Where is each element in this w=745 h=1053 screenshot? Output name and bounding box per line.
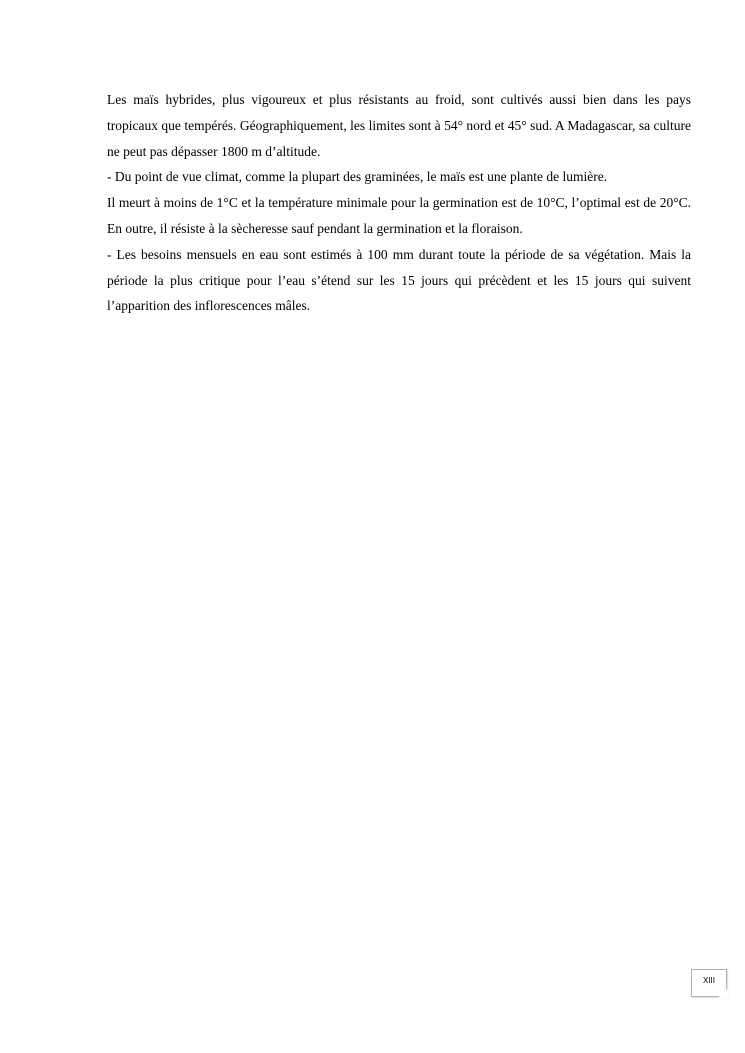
paragraph-temperature: Il meurt à moins de 1°C et la température minimale pour la germination est de 10°C, l’optimal est de 20°C. En outre, il résiste à la sècheresse sauf pendant la germination et la floraison.	[107, 195, 691, 236]
page-curl-icon	[718, 988, 728, 998]
page-number-box	[691, 969, 727, 997]
paragraph-climate: - Du point de vue climat, comme la plupart des graminées, le maïs est une plante de lumière.	[107, 169, 608, 185]
paragraph-water-needs: - Les besoins mensuels en eau sont estimés à 100 mm durant toute la période de sa végétation. Mais la période la plus critique pour l’eau s’étend sur les 15 jours qui précèdent et les 15 jours qui suivent l’apparition des inflorescences mâles.	[107, 246, 691, 314]
paragraph-hybrid-maize: Les maïs hybrides, plus vigoureux et plus résistants au froid, sont cultivés aussi bien dans les pays tropicaux que tempérés. Géographiquement, les limites sont à 54° nord et 45° sud. A Madagascar, sa culture ne peut pas dépasser 1800 m d’altitude.	[107, 92, 691, 159]
body-text	[107, 87, 691, 319]
page-number: XIII	[702, 976, 715, 985]
